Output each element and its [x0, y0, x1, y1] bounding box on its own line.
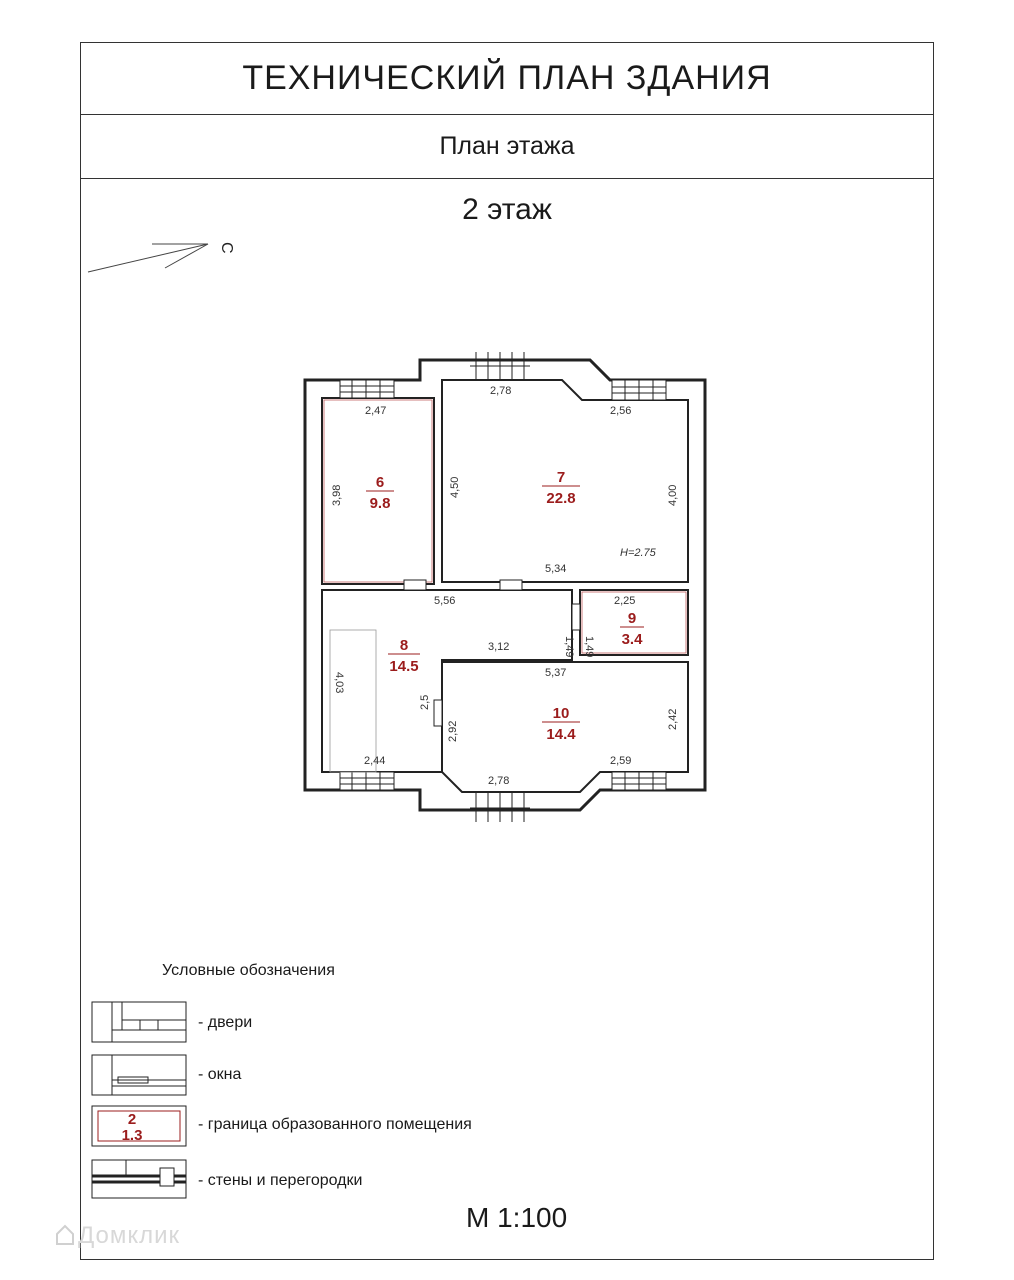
dim-label: 2,56: [610, 405, 632, 417]
room-6-area: 9.8: [369, 495, 391, 512]
dim-label: 5,37: [545, 667, 567, 679]
legend-sample-area: 1.3: [121, 1127, 143, 1144]
dim-label: 4,00: [667, 484, 679, 506]
legend-walls-label: - стены и перегородки: [198, 1172, 363, 1189]
page-title: ТЕХНИЧЕСКИЙ ПЛАН ЗДАНИЯ: [242, 59, 772, 97]
room-8-number: 8: [399, 637, 409, 654]
north-arrow-icon: [88, 244, 208, 272]
room-7-number: 7: [556, 469, 566, 486]
dim-label: 2,42: [667, 708, 679, 730]
legend-windows-label: - окна: [198, 1066, 242, 1083]
room-10-area: 14.4: [546, 726, 576, 743]
dim-label: 2,78: [490, 385, 512, 397]
dim-label: 2,92: [447, 720, 459, 742]
page-subtitle: План этажа: [439, 132, 575, 160]
room-8-area: 14.5: [389, 658, 419, 675]
dim-label: 2,78: [488, 775, 510, 787]
legend-doors-label: - двери: [198, 1014, 253, 1031]
room-9-number: 9: [627, 610, 637, 627]
stair: [330, 630, 376, 772]
watermark-house-icon: [55, 1224, 75, 1246]
dim-label: 4,03: [333, 672, 345, 694]
room-6-number: 6: [375, 474, 385, 491]
dim-label: 2,59: [610, 755, 632, 767]
dim-label: 1,49: [563, 636, 575, 658]
floor-label: 2 этаж: [462, 193, 552, 226]
legend-title: Условные обозначения: [162, 962, 335, 979]
room-7-area: 22.8: [546, 490, 576, 507]
compass-label: С: [218, 242, 235, 254]
dim-label: 2,47: [365, 405, 387, 417]
dim-label: 4,50: [449, 476, 461, 498]
legend-door-icon: [92, 1002, 186, 1042]
dim-label: 3,12: [488, 641, 510, 653]
dim-label: 5,56: [434, 595, 456, 607]
legend-window-icon: [92, 1055, 186, 1095]
height-label: H=2.75: [620, 547, 656, 559]
dim-label: 3,98: [331, 484, 343, 506]
watermark-text: Домклик: [78, 1222, 181, 1249]
room-9-area: 3.4: [621, 631, 643, 648]
dim-label: 2,25: [614, 595, 636, 607]
legend-sample-number: 2: [127, 1111, 137, 1128]
legend-wall-icon: [92, 1160, 186, 1198]
room-labels: [366, 469, 644, 743]
dim-label: 2,5: [419, 694, 431, 710]
dim-label: 1,49: [583, 636, 595, 658]
dim-label: 2,44: [364, 755, 386, 767]
legend-boundary-label: - граница образованного помещения: [198, 1116, 472, 1133]
dim-label: 5,34: [545, 563, 567, 575]
scale-label: М 1:100: [466, 1202, 568, 1233]
room-10-number: 10: [552, 705, 570, 722]
